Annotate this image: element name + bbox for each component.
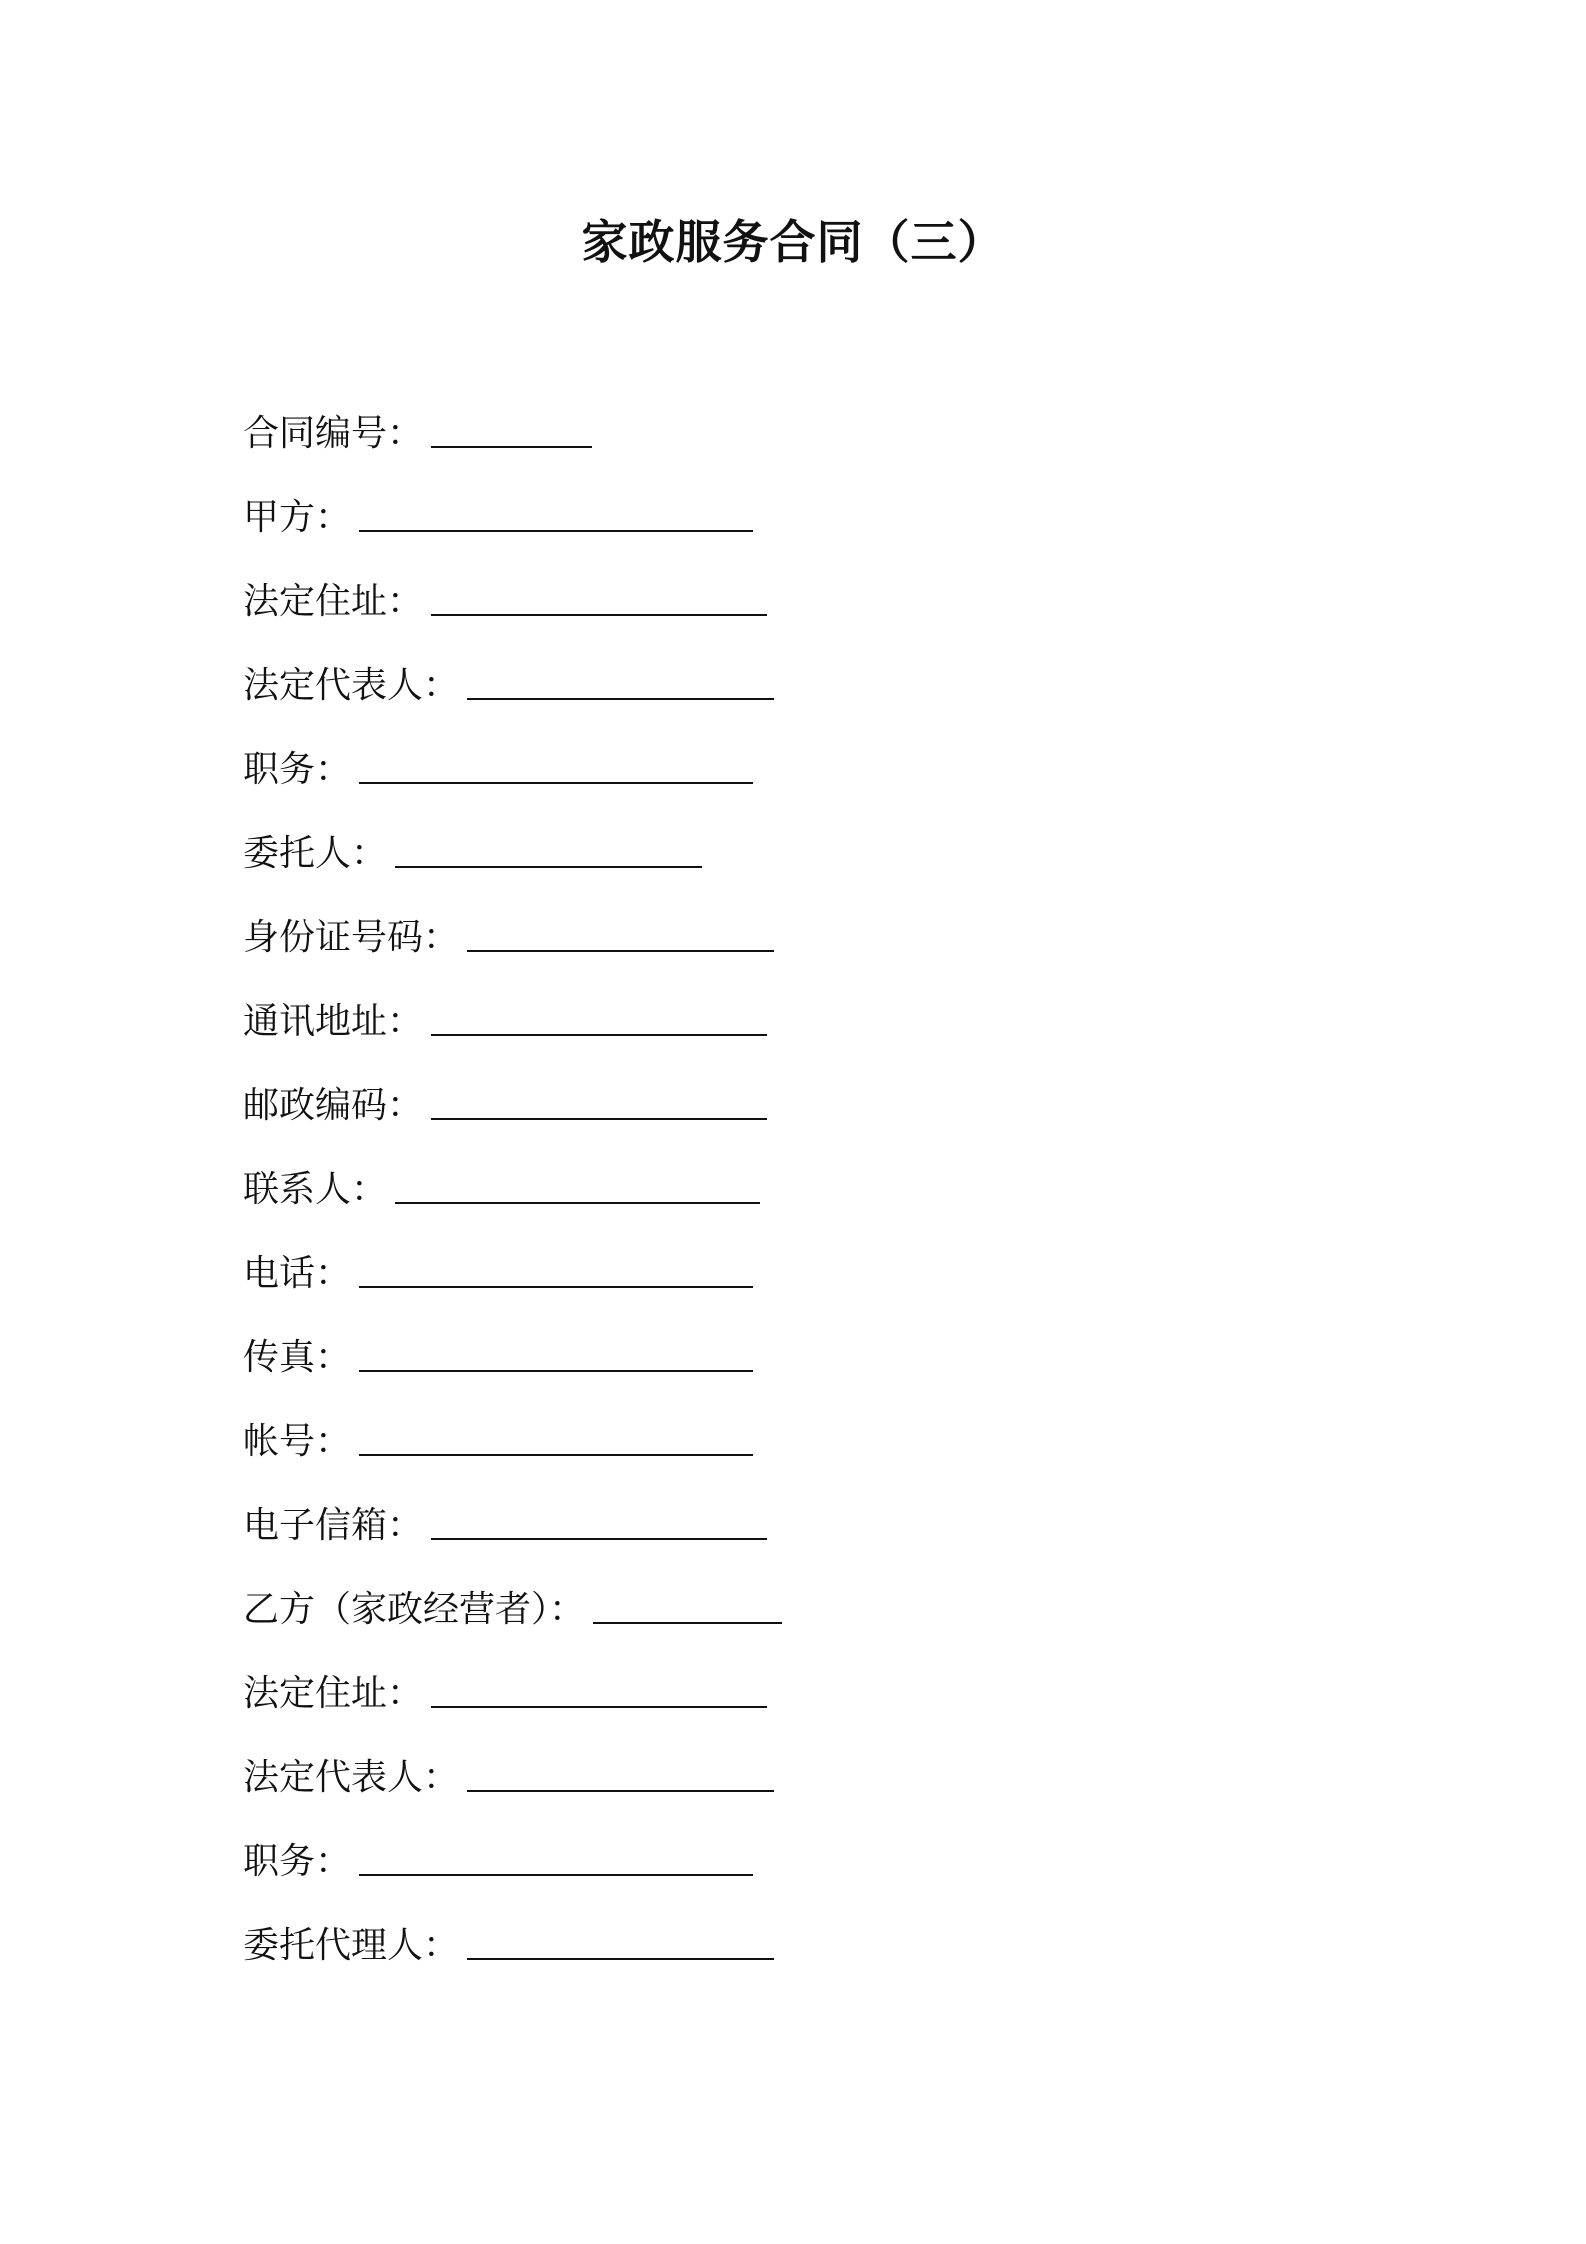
field-row-12 [243,1330,1343,1414]
field-row-4 [243,658,1343,742]
field-row-2 [243,490,1343,574]
fill-in-blank[interactable] [359,742,753,784]
fill-in-blank[interactable] [395,826,702,868]
field-row-7 [243,910,1343,994]
field-row-13 [243,1414,1343,1498]
fill-in-blank[interactable] [593,1582,782,1624]
field-label: 法定住址： [243,1673,424,1714]
fill-in-blank[interactable] [467,910,774,952]
field-label: 邮政编码： [243,1085,424,1126]
field-label: 联系人： [243,1169,388,1210]
field-label: 乙方（家政经营者）： [243,1589,586,1630]
field-row-8 [243,994,1343,1078]
contract-fields [243,406,1343,2002]
fill-in-blank[interactable] [467,658,774,700]
field-row-14 [243,1498,1343,1582]
field-label: 职务： [243,749,352,790]
fill-in-blank[interactable] [467,1918,774,1960]
field-label: 委托代理人： [243,1925,460,1966]
fill-in-blank[interactable] [431,406,592,448]
field-row-6 [243,826,1343,910]
field-label: 法定代表人： [243,1757,460,1798]
field-row-19 [243,1918,1343,2002]
field-label: 电子信箱： [243,1505,424,1546]
fill-in-blank[interactable] [395,1162,760,1204]
fill-in-blank[interactable] [431,1078,767,1120]
field-row-16 [243,1666,1343,1750]
fill-in-blank[interactable] [431,1666,767,1708]
field-row-9 [243,1078,1343,1162]
field-label: 合同编号： [243,413,424,454]
field-label: 身份证号码： [243,917,460,958]
field-label: 电话： [243,1253,352,1294]
field-row-5 [243,742,1343,826]
field-row-10 [243,1162,1343,1246]
field-label: 帐号： [243,1421,352,1462]
fill-in-blank[interactable] [467,1750,774,1792]
fill-in-blank[interactable] [359,1834,753,1876]
field-label: 法定代表人： [243,665,460,706]
fill-in-blank[interactable] [431,994,767,1036]
field-row-15 [243,1582,1343,1666]
fill-in-blank[interactable] [431,1498,767,1540]
field-row-1 [243,406,1343,490]
field-label: 法定住址： [243,581,424,622]
fill-in-blank[interactable] [359,1330,753,1372]
fill-in-blank[interactable] [431,574,767,616]
field-row-18 [243,1834,1343,1918]
field-label: 甲方： [243,497,352,538]
field-label: 通讯地址： [243,1001,424,1042]
fill-in-blank[interactable] [359,1246,753,1288]
field-label: 传真： [243,1337,352,1378]
document-title: 家政服务合同（三） [581,215,1005,269]
field-label: 委托人： [243,833,388,874]
field-label: 职务： [243,1841,352,1882]
field-row-3 [243,574,1343,658]
fill-in-blank[interactable] [359,490,753,532]
field-row-17 [243,1750,1343,1834]
field-row-11 [243,1246,1343,1330]
fill-in-blank[interactable] [359,1414,753,1456]
